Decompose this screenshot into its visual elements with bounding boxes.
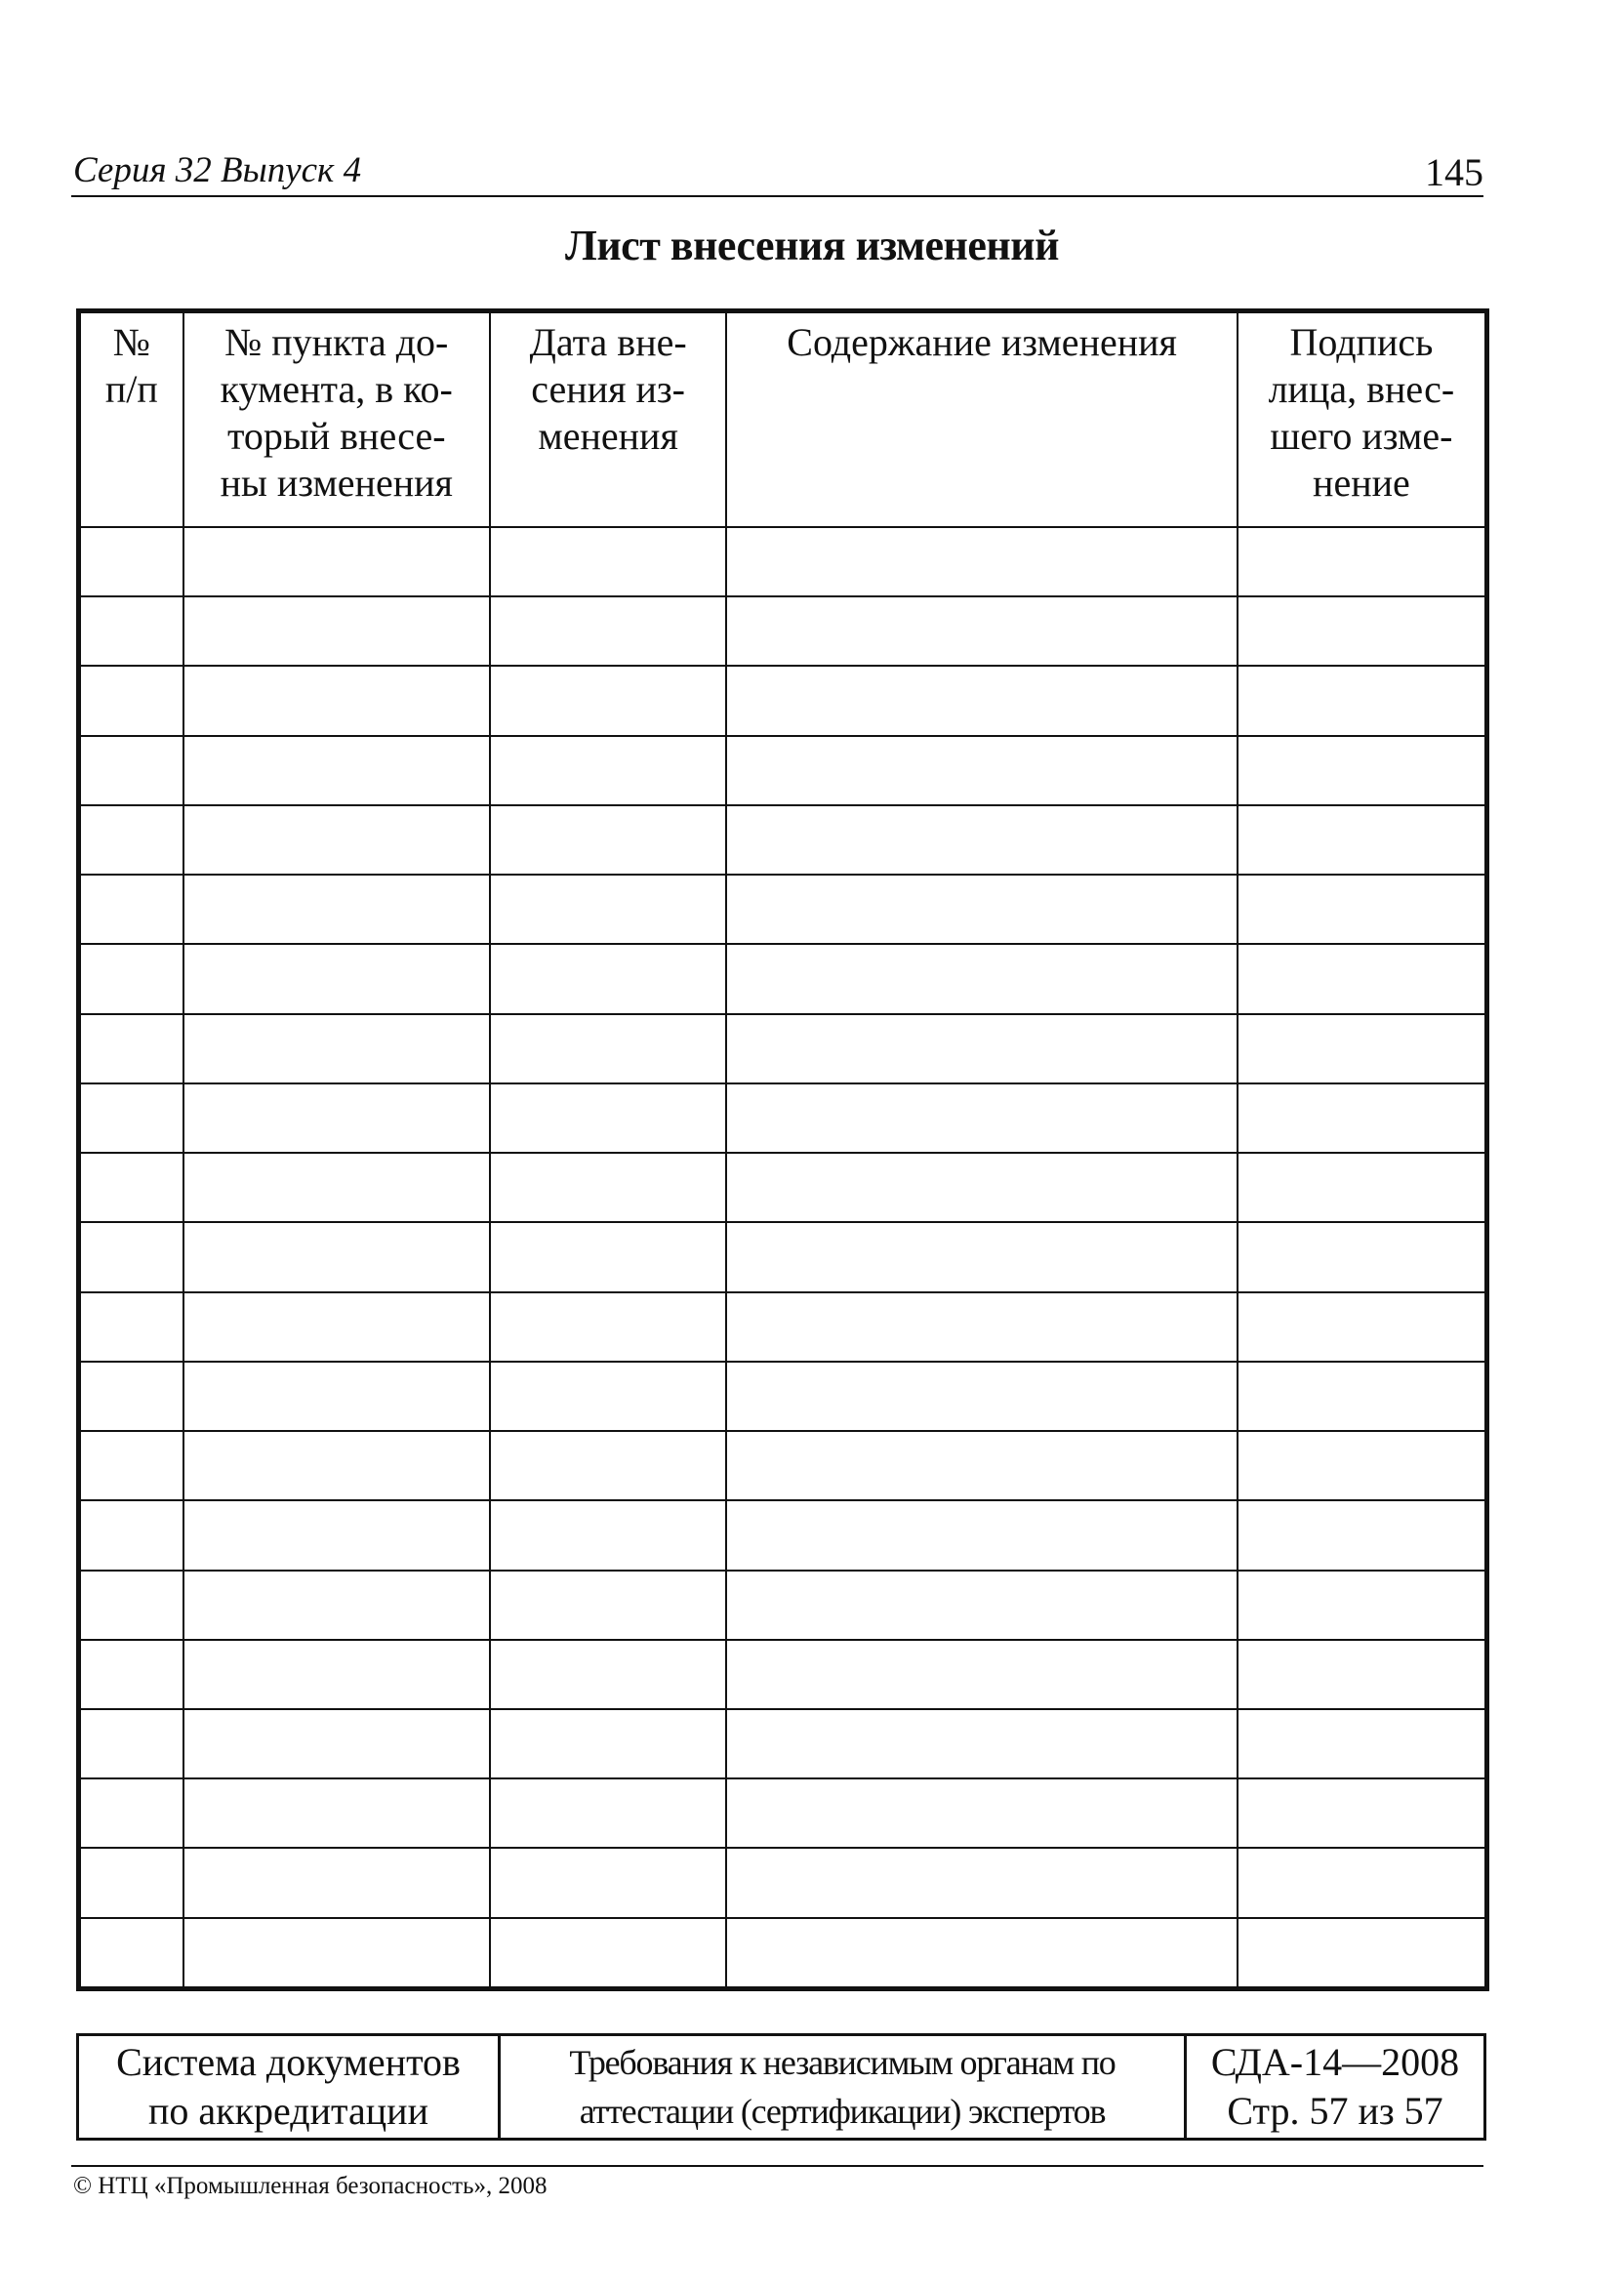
table-cell bbox=[183, 1014, 490, 1083]
table-cell bbox=[726, 1222, 1237, 1291]
series-label: Серия 32 Выпуск 4 bbox=[73, 150, 362, 190]
table-row bbox=[79, 736, 1487, 805]
table-row bbox=[79, 805, 1487, 875]
table-cell bbox=[1238, 1292, 1487, 1362]
table-cell bbox=[490, 527, 727, 596]
table-cell bbox=[1238, 666, 1487, 735]
table-cell bbox=[490, 944, 727, 1013]
table-cell bbox=[183, 596, 490, 666]
table-cell bbox=[490, 1292, 727, 1362]
table-cell bbox=[726, 1848, 1237, 1917]
table-cell bbox=[726, 875, 1237, 944]
table-row bbox=[79, 1500, 1487, 1570]
column-header-line: нение bbox=[1313, 461, 1410, 505]
table-cell bbox=[1238, 1918, 1487, 1989]
table-cell bbox=[79, 1153, 183, 1222]
changes-table bbox=[76, 308, 1489, 1991]
table-row bbox=[79, 1918, 1487, 1989]
column-header-line: ны изменения bbox=[220, 461, 453, 505]
table-cell bbox=[490, 1918, 727, 1989]
column-header-line: сения из- bbox=[531, 367, 685, 411]
table-cell bbox=[1238, 1153, 1487, 1222]
table-cell bbox=[183, 1848, 490, 1917]
table-cell bbox=[726, 1640, 1237, 1709]
table-cell bbox=[79, 1362, 183, 1431]
footer-divider bbox=[71, 2165, 1483, 2167]
table-cell bbox=[79, 1918, 183, 1989]
column-header-line: № bbox=[112, 320, 150, 364]
table-cell bbox=[1238, 944, 1487, 1013]
table-cell bbox=[1238, 1848, 1487, 1917]
table-cell bbox=[79, 1500, 183, 1570]
table-cell bbox=[183, 875, 490, 944]
table-cell bbox=[490, 1709, 727, 1778]
table-cell bbox=[183, 666, 490, 735]
table-cell bbox=[1238, 1571, 1487, 1640]
table-cell bbox=[726, 805, 1237, 875]
table-cell bbox=[183, 1709, 490, 1778]
table-cell bbox=[1238, 596, 1487, 666]
table-cell bbox=[79, 666, 183, 735]
table-row bbox=[79, 1571, 1487, 1640]
table-row bbox=[79, 666, 1487, 735]
table-cell bbox=[726, 1709, 1237, 1778]
table-row bbox=[79, 1848, 1487, 1917]
column-header-date bbox=[490, 311, 727, 528]
table-cell bbox=[1238, 1709, 1487, 1778]
footer-requirements-cell bbox=[500, 2035, 1186, 2140]
table-cell bbox=[726, 596, 1237, 666]
table-cell bbox=[726, 1778, 1237, 1848]
table-row bbox=[79, 1222, 1487, 1291]
table-cell bbox=[1238, 1640, 1487, 1709]
table-cell bbox=[490, 1500, 727, 1570]
table-cell bbox=[726, 1153, 1237, 1222]
table-row bbox=[79, 1083, 1487, 1153]
footer-table bbox=[76, 2033, 1486, 2141]
table-cell bbox=[79, 1222, 183, 1291]
table-cell bbox=[183, 1153, 490, 1222]
table-cell bbox=[183, 1083, 490, 1153]
table-cell bbox=[1238, 1222, 1487, 1291]
table-cell bbox=[1238, 527, 1487, 596]
table-cell bbox=[79, 805, 183, 875]
table-cell bbox=[79, 1571, 183, 1640]
table-cell bbox=[79, 1778, 183, 1848]
column-header-line: торый внесе- bbox=[226, 414, 446, 458]
table-cell bbox=[490, 1571, 727, 1640]
footer-requirements-line: Требования к независимым органам по bbox=[569, 2043, 1116, 2082]
table-row bbox=[79, 1292, 1487, 1362]
table-cell bbox=[79, 1014, 183, 1083]
column-header-line: Дата вне- bbox=[529, 320, 687, 364]
table-cell bbox=[183, 1778, 490, 1848]
table-cell bbox=[490, 1848, 727, 1917]
table-cell bbox=[490, 1153, 727, 1222]
table-cell bbox=[79, 1431, 183, 1500]
table-cell bbox=[79, 875, 183, 944]
table-cell bbox=[183, 1918, 490, 1989]
table-cell bbox=[490, 1431, 727, 1500]
column-header-line: лица, внес- bbox=[1268, 367, 1455, 411]
table-cell bbox=[1238, 1362, 1487, 1431]
table-row bbox=[79, 1709, 1487, 1778]
table-cell bbox=[726, 1918, 1237, 1989]
table-cell bbox=[183, 1640, 490, 1709]
table-cell bbox=[490, 1014, 727, 1083]
document-code: СДА-14—2008 bbox=[1210, 2040, 1460, 2084]
table-cell bbox=[79, 596, 183, 666]
column-header-line: кумента, в ко- bbox=[220, 367, 453, 411]
table-cell bbox=[1238, 1431, 1487, 1500]
column-header-line: шего изме- bbox=[1270, 414, 1453, 458]
table-row bbox=[79, 1778, 1487, 1848]
table-cell bbox=[726, 944, 1237, 1013]
column-header-number bbox=[79, 311, 183, 528]
footer-system-cell bbox=[78, 2035, 500, 2140]
table-row bbox=[79, 1153, 1487, 1222]
table-cell bbox=[726, 527, 1237, 596]
table-cell bbox=[726, 1292, 1237, 1362]
table-cell bbox=[79, 944, 183, 1013]
table-cell bbox=[79, 736, 183, 805]
table-cell bbox=[726, 1431, 1237, 1500]
table-cell bbox=[726, 1083, 1237, 1153]
table-cell bbox=[1238, 1778, 1487, 1848]
table-cell bbox=[183, 1571, 490, 1640]
column-header-line: Подпись bbox=[1289, 320, 1434, 364]
table-row bbox=[79, 1362, 1487, 1431]
page-header bbox=[71, 144, 1483, 197]
footer-system-line: Система документов bbox=[116, 2040, 461, 2084]
page-of-total: Стр. 57 из 57 bbox=[1227, 2089, 1443, 2133]
table-cell bbox=[183, 1362, 490, 1431]
table-cell bbox=[726, 1571, 1237, 1640]
footer-system-line: по аккредитации bbox=[148, 2089, 428, 2133]
table-cell bbox=[183, 1431, 490, 1500]
table-row bbox=[79, 1640, 1487, 1709]
table-row bbox=[79, 527, 1487, 596]
page-number: 145 bbox=[1425, 150, 1483, 194]
table-body bbox=[79, 527, 1487, 1989]
column-header-line: менения bbox=[538, 414, 678, 458]
table-cell bbox=[490, 1362, 727, 1431]
table-cell bbox=[490, 666, 727, 735]
table-header-row bbox=[79, 311, 1487, 528]
table-cell bbox=[490, 805, 727, 875]
table-cell bbox=[183, 1500, 490, 1570]
table-cell bbox=[1238, 875, 1487, 944]
table-cell bbox=[183, 944, 490, 1013]
column-header-line: Содержание изменения bbox=[787, 320, 1177, 364]
table-cell bbox=[490, 1222, 727, 1291]
table-cell bbox=[79, 1848, 183, 1917]
table-cell bbox=[490, 875, 727, 944]
table-cell bbox=[1238, 1014, 1487, 1083]
table-row bbox=[79, 1431, 1487, 1500]
column-header-document-item bbox=[183, 311, 490, 528]
table-row bbox=[79, 875, 1487, 944]
table-cell bbox=[490, 1640, 727, 1709]
column-header-line: № пункта до- bbox=[224, 320, 449, 364]
copyright-text: © НТЦ «Промышленная безопасность», 2008 bbox=[73, 2173, 548, 2199]
table-cell bbox=[490, 736, 727, 805]
table-cell bbox=[1238, 736, 1487, 805]
table-cell bbox=[79, 1292, 183, 1362]
table-cell bbox=[183, 736, 490, 805]
table-cell bbox=[726, 1362, 1237, 1431]
table-cell bbox=[79, 1083, 183, 1153]
table-cell bbox=[79, 527, 183, 596]
column-header-signature bbox=[1238, 311, 1487, 528]
table-cell bbox=[1238, 805, 1487, 875]
table-cell bbox=[490, 1083, 727, 1153]
table-row bbox=[79, 596, 1487, 666]
table-cell bbox=[1238, 1500, 1487, 1570]
table-cell bbox=[79, 1709, 183, 1778]
footer-requirements-line: аттестации (сертификации) экспертов bbox=[579, 2092, 1106, 2131]
table-cell bbox=[1238, 1083, 1487, 1153]
table-cell bbox=[490, 1778, 727, 1848]
table-cell bbox=[183, 527, 490, 596]
table-cell bbox=[183, 805, 490, 875]
table-cell bbox=[490, 596, 727, 666]
page-title: Лист внесения изменений bbox=[565, 222, 1059, 269]
table-cell bbox=[79, 1640, 183, 1709]
table-cell bbox=[726, 736, 1237, 805]
table-row bbox=[79, 1014, 1487, 1083]
table-cell bbox=[726, 1014, 1237, 1083]
column-header-line: п/п bbox=[104, 367, 158, 411]
table-cell bbox=[183, 1292, 490, 1362]
table-cell bbox=[726, 1500, 1237, 1570]
table-row bbox=[79, 944, 1487, 1013]
table-cell bbox=[726, 666, 1237, 735]
footer-code-cell bbox=[1186, 2035, 1485, 2140]
column-header-change-content bbox=[726, 311, 1237, 528]
table-cell bbox=[183, 1222, 490, 1291]
